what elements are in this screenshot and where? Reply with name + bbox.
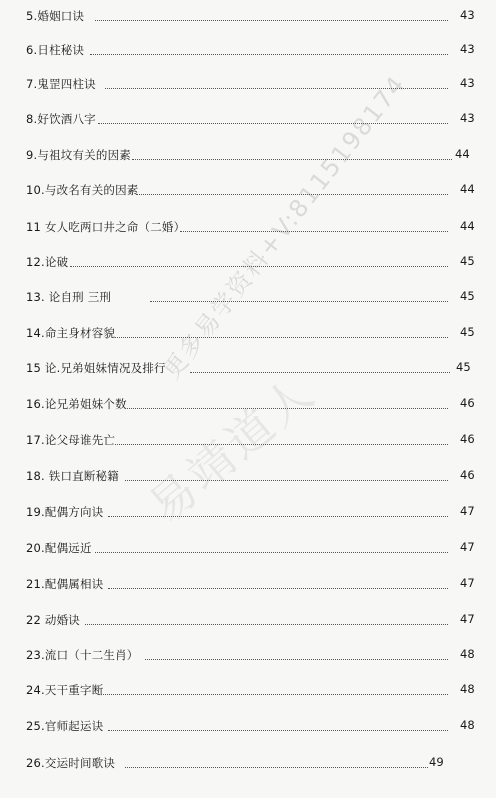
toc-leader-dots	[95, 20, 448, 21]
toc-entry-page-number: 48	[460, 647, 475, 661]
toc-entry-page-number: 46	[460, 468, 475, 482]
toc-entry-title: 25.官师起运诀	[26, 719, 104, 733]
toc-leader-dots	[70, 266, 448, 267]
toc-entry[interactable]	[0, 538, 496, 558]
toc-entry[interactable]	[0, 358, 496, 378]
toc-entry[interactable]	[0, 502, 496, 522]
toc-entry-title: 22 动婚诀	[26, 613, 80, 627]
toc-entry-title: 14.命主身材容貌	[26, 326, 116, 340]
toc-entry-title: 20.配偶远近	[26, 541, 92, 555]
toc-entry[interactable]	[0, 74, 496, 94]
toc-entry-title: 23.流口（十二生肖）	[26, 648, 139, 662]
watermark-brand: 易靖道人	[138, 363, 327, 534]
toc-entry[interactable]	[0, 753, 496, 773]
toc-leader-dots	[115, 444, 448, 445]
toc-entry-page-number: 43	[460, 76, 475, 90]
toc-entry-title: 17.论父母谁先亡	[26, 433, 116, 447]
toc-leader-dots	[98, 123, 448, 124]
toc-leader-dots	[125, 767, 428, 768]
toc-leader-dots	[137, 194, 448, 195]
toc-leader-dots	[150, 301, 448, 302]
toc-entry-page-number: 46	[460, 432, 475, 446]
toc-entry-title: 9.与祖坟有关的因素	[26, 148, 131, 162]
toc-leader-dots	[125, 408, 448, 409]
toc-leader-dots	[98, 694, 448, 695]
toc-entry-title: 5.婚姻口诀	[26, 9, 85, 23]
toc-leader-dots	[132, 159, 452, 160]
toc-leader-dots	[145, 659, 448, 660]
toc-leader-dots	[108, 516, 448, 517]
toc-entry-page-number: 48	[460, 682, 475, 696]
toc-entry-title: 18. 铁口直断秘籍	[26, 469, 119, 483]
toc-entry-title: 13. 论自刑 三刑	[26, 290, 112, 304]
toc-entry[interactable]	[0, 466, 496, 486]
toc-leader-dots	[85, 624, 448, 625]
toc-entry[interactable]	[0, 40, 496, 60]
toc-entry-page-number: 47	[460, 504, 475, 518]
toc-entry-page-number: 44	[460, 219, 475, 233]
toc-entry[interactable]	[0, 287, 496, 307]
toc-entry[interactable]	[0, 6, 496, 26]
toc-entry-title: 12.论破	[26, 255, 69, 269]
toc-entry[interactable]	[0, 180, 496, 200]
toc-entry-title: 21.配偶属相诀	[26, 577, 104, 591]
toc-entry[interactable]	[0, 610, 496, 630]
toc-entry-title: 10.与改名有关的因素	[26, 183, 139, 197]
toc-leader-dots	[115, 337, 448, 338]
watermark-contact: 更多易学资料+V:8115198174	[157, 69, 412, 385]
toc-entry-title: 7.鬼罡四柱诀	[26, 77, 96, 91]
toc-entry[interactable]	[0, 716, 496, 736]
toc-entry-page-number: 45	[460, 325, 475, 339]
toc-entry-page-number: 44	[460, 182, 475, 196]
toc-entry-page-number: 46	[460, 396, 475, 410]
toc-entry[interactable]	[0, 323, 496, 343]
toc-entry-page-number: 43	[460, 8, 475, 22]
toc-entry-page-number: 44	[455, 147, 470, 161]
toc-leader-dots	[190, 372, 450, 373]
toc-entry-page-number: 47	[460, 540, 475, 554]
toc-entry-title: 26.交运时间歌诀	[26, 756, 116, 770]
toc-entry[interactable]	[0, 217, 496, 237]
toc-leader-dots	[125, 480, 448, 481]
toc-entry-title: 6.日柱秘诀	[26, 43, 85, 57]
toc-entry[interactable]	[0, 109, 496, 129]
toc-entry-title: 8.好饮酒八字	[26, 112, 96, 126]
toc-entry-title: 24.天干重字断	[26, 683, 104, 697]
toc-entry[interactable]	[0, 680, 496, 700]
toc-entry[interactable]	[0, 394, 496, 414]
toc-leader-dots	[108, 730, 448, 731]
toc-entry[interactable]	[0, 145, 496, 165]
toc-entry-title: 11 女人吃两口井之命（二婚）	[26, 220, 186, 234]
toc-entry-page-number: 48	[460, 718, 475, 732]
toc-leader-dots	[180, 231, 448, 232]
toc-entry-title: 19.配偶方向诀	[26, 505, 104, 519]
toc-leader-dots	[90, 54, 448, 55]
toc-entry-page-number: 47	[460, 612, 475, 626]
toc-entry-page-number: 45	[456, 360, 471, 374]
toc-entry-page-number: 43	[460, 42, 475, 56]
toc-entry-title: 15 论.兄弟姐妹情况及排行	[26, 361, 166, 375]
toc-entry-page-number: 49	[429, 755, 444, 769]
toc-entry[interactable]	[0, 430, 496, 450]
toc-leader-dots	[105, 88, 448, 89]
toc-entry-page-number: 45	[460, 254, 475, 268]
toc-entry-page-number: 43	[460, 111, 475, 125]
toc-leader-dots	[108, 588, 448, 589]
toc-entry-page-number: 45	[460, 289, 475, 303]
toc-leader-dots	[95, 552, 448, 553]
toc-entry[interactable]	[0, 252, 496, 272]
toc-entry[interactable]	[0, 574, 496, 594]
toc-entry-page-number: 47	[460, 576, 475, 590]
toc-entry[interactable]	[0, 645, 496, 665]
toc-entry-title: 16.论兄弟姐妹个数	[26, 397, 127, 411]
